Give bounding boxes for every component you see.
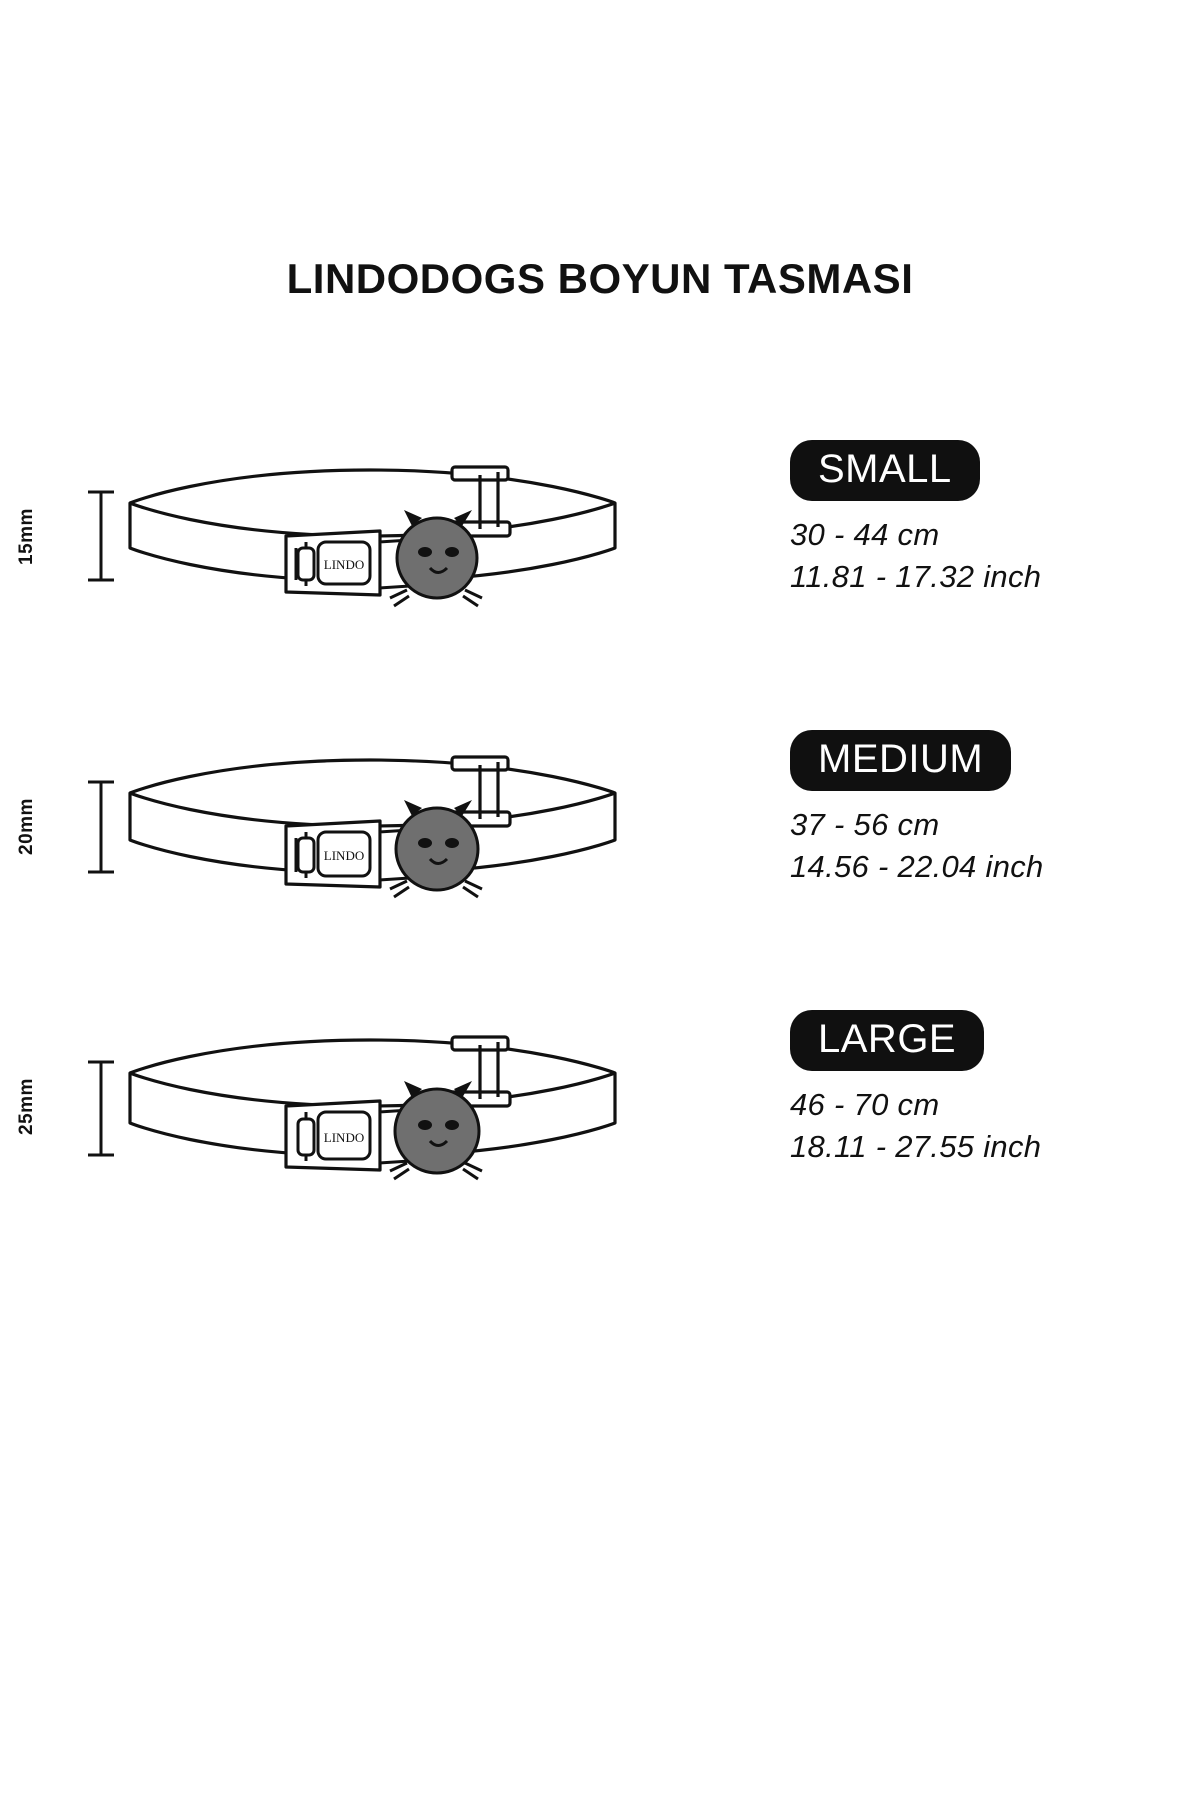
size-badge: MEDIUM [790,730,1011,791]
range-cm: 37 - 56 cm [790,807,940,842]
width-dimension-label: 20mm [16,798,37,856]
collar-drawing [60,430,700,660]
size-info-small [790,440,1170,595]
buckle-label: LINDO [323,1130,365,1145]
size-info-medium [790,730,1170,885]
collar-illustration-small [60,430,700,660]
size-row [0,430,1200,720]
collar-illustration-large [60,1000,700,1230]
buckle [286,531,410,595]
size-row [0,720,1200,1010]
range-inch: 11.81 - 17.32 inch [790,559,1042,594]
width-dimension-label: 15mm [16,508,37,566]
range-cm: 46 - 70 cm [790,1087,940,1122]
size-badge: SMALL [790,440,980,501]
collar-drawing [60,720,700,950]
dimension-bracket-icon [88,782,114,872]
collar-drawing [60,1000,700,1230]
page-title: LINDODOGS BOYUN TASMASI [286,255,914,302]
width-dimension-label: 25mm [16,1078,37,1136]
size-info-large [790,1010,1170,1165]
buckle-label: LINDO [323,848,365,863]
range-inch: 14.56 - 22.04 inch [790,849,1044,884]
size-badge: LARGE [790,1010,984,1071]
buckle-label: LINDO [323,557,365,572]
size-row [0,1000,1200,1290]
collar-illustration-medium [60,720,700,950]
range-inch: 18.11 - 27.55 inch [790,1129,1042,1164]
dimension-bracket-icon [88,1062,114,1155]
range-cm: 30 - 44 cm [790,517,940,552]
dimension-bracket-icon [88,492,114,580]
buckle [286,821,410,887]
buckle [286,1101,410,1170]
